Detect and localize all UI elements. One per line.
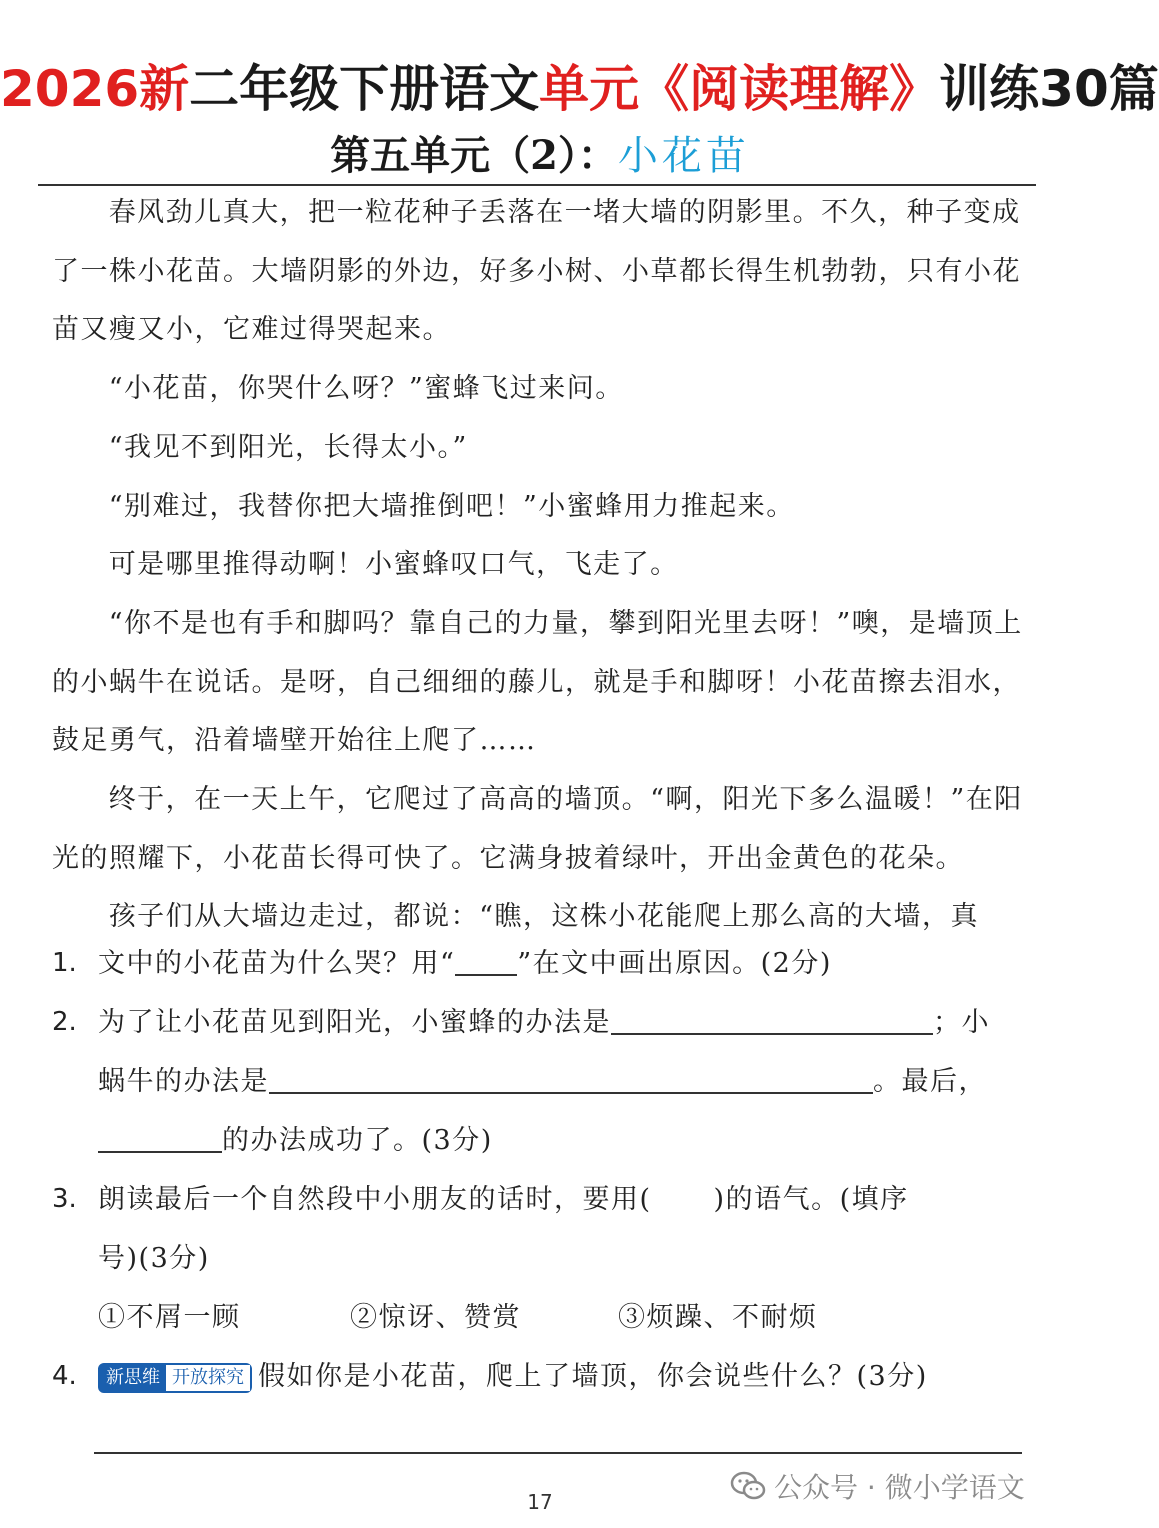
option-item: ②惊讶、赞赏 [350, 1302, 521, 1333]
passage-paragraph: 孩子们从大墙边走过，都说：“瞧，这株小花能爬上那么高的大墙，真 [108, 901, 979, 933]
question-text: 文中的小花苗为什么哭？用“ [98, 948, 456, 979]
answer-line[interactable] [94, 1452, 1022, 1454]
question-number: 1. [52, 948, 77, 978]
section-title [0, 128, 1080, 184]
new-thinking-badge [98, 1363, 252, 1393]
underline-blank[interactable] [455, 947, 517, 976]
passage-paragraph: “我见不到阳光，长得太小。” [108, 431, 468, 463]
question-text: ；小 [933, 1007, 990, 1038]
question-text: ”在文中画出原因。(2分) [517, 948, 832, 979]
badge-label: 开放探究 [166, 1365, 250, 1391]
page-number: 17 [527, 1490, 553, 1514]
badge-label: 新思维 [100, 1365, 166, 1391]
title-count: 训练30篇 [939, 60, 1159, 118]
story-title: 小花苗 [617, 133, 750, 179]
passage-paragraph: “小花苗，你哭什么呀？”蜜蜂飞过来问。 [108, 373, 624, 405]
question-4 [52, 1347, 1042, 1406]
passage-paragraph: 可是哪里推得动啊！小蜜蜂叹口气，飞走了。 [108, 549, 679, 581]
title-year: 2026新 [0, 60, 190, 118]
watermark-text: 公众号 · 微小学语文 [774, 1471, 1025, 1504]
question-text: 的办法成功了。(3分) [222, 1125, 493, 1156]
question-number: 3. [52, 1184, 77, 1214]
answer-blank[interactable] [611, 1006, 933, 1035]
question-text: 蜗牛的办法是 [98, 1066, 269, 1097]
answer-blank[interactable] [98, 1124, 222, 1153]
option-item: ①不屑一顾 [98, 1302, 241, 1333]
question-text: 号)(3分) [98, 1243, 210, 1274]
page-title [0, 52, 1159, 126]
passage-paragraph: “别难过，我替你把大墙推倒吧！”小蜜蜂用力推起来。 [108, 490, 795, 522]
passage-paragraph: 春风劲儿真大，把一粒花种子丢落在一堵大墙的阴影里。不久，种子变成了一株小花苗。大墙阴影的外边，好多小树、小草都长得生机勃勃，只有小花苗又瘦又小，它难过得哭起来。 [52, 197, 1021, 346]
section-prefix: 第五单元（2）： [330, 132, 618, 179]
reading-passage [52, 184, 1037, 947]
option-item: ③烦躁、不耐烦 [618, 1302, 818, 1333]
title-unit: 单元《阅读理解》 [539, 60, 940, 118]
question-text: 朗读最后一个自然段中小朋友的话时，要用( [98, 1184, 652, 1215]
question-text: 。最后， [873, 1066, 987, 1097]
question-3 [52, 1170, 1042, 1347]
question-text: )的语气。(填序 [713, 1184, 909, 1215]
question-list [52, 934, 1042, 1406]
title-grade: 二年级下册语文 [189, 60, 540, 118]
question-2 [52, 993, 1042, 1170]
option-list [98, 1288, 1042, 1347]
answer-blank[interactable] [269, 1065, 873, 1094]
passage-paragraph: “你不是也有手和脚吗？靠自己的力量，攀到阳光里去呀！”噢，是墙顶上的小蜗牛在说话。是呀，自己细细的藤儿，就是手和脚呀！小花苗擦去泪水，鼓足勇气，沿着墙壁开始往上爬了…… [52, 607, 1023, 757]
passage-paragraph: 终于，在一天上午，它爬过了高高的墙顶。“啊，阳光下多么温暖！”在阳光的照耀下，小花苗长得可快了。它满身披着绿叶，开出金黄色的花朵。 [52, 784, 1023, 874]
question-number: 4. [52, 1361, 77, 1391]
question-number: 2. [52, 1007, 77, 1037]
question-text: 假如你是小花苗，爬上了墙顶，你会说些什么？(3分) [258, 1361, 928, 1392]
question-text: 为了让小花苗见到阳光，小蜜蜂的办法是 [98, 1007, 611, 1038]
question-1 [52, 934, 1042, 993]
